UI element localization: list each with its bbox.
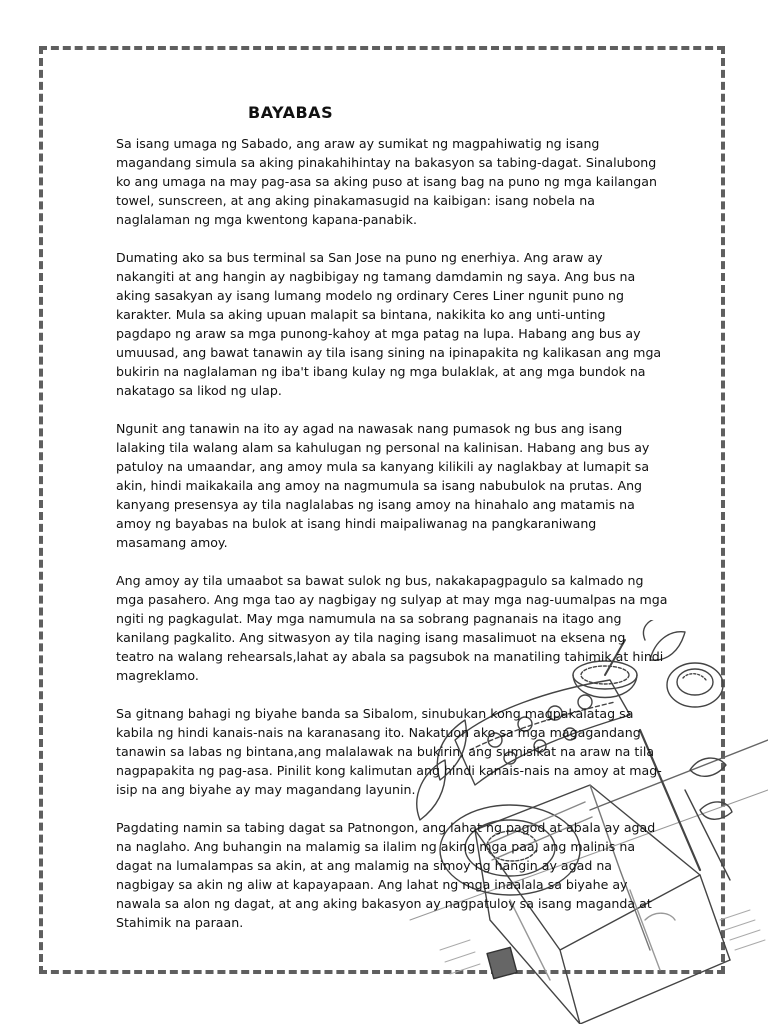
text-line: masamang amoy. xyxy=(116,535,228,550)
text-line: nakangiti at ang hangin ay nagbibigay ng tamang damdamin ng saya. Ang bus na xyxy=(116,269,636,284)
text-line: mga pasahero. Ang mga tao ay nagbigay ng sulyap at may mga nag-uumalpas na mga xyxy=(116,592,668,607)
text-line: pagdapo ng araw sa mga punong-kahoy at mga patag na lupa. Habang ang bus ay xyxy=(116,326,641,341)
text-line: naglalaman ng mga kwentong kapana-panabik. xyxy=(116,212,417,227)
text-line: Sa gitnang bahagi ng biyahe banda sa Sibalom, sinubukan kong magpakalatag sa xyxy=(116,706,634,721)
text-line: nawala sa alon ng dagat, at ang aking bakasyon ay nagpatuloy sa isang maganda at xyxy=(116,896,652,911)
text-line: karakter. Mula sa aking upuan malapit sa bintana, nakikita ko ang unti-unting xyxy=(116,307,606,322)
text-line: patuloy na umaandar, ang amoy mula sa kanyang kilikili ay naglakbay at lumapit sa xyxy=(116,459,650,474)
paragraph-4 xyxy=(116,571,668,685)
text-line: amoy ng bayabas na bulok at isang hindi maipaliwanag na pangkaraniwang xyxy=(116,516,597,531)
text-line: dagat na lumalampas sa akin, at ang malamig na simoy ng hangin ay agad na xyxy=(116,858,613,873)
text-line: aking sasakyan ay isang lumang modelo ng ordinary Ceres Liner ngunit puno ng xyxy=(116,288,625,303)
text-line: Dumating ako sa bus terminal sa San Jose na puno ng enerhiya. Ang araw ay xyxy=(116,250,603,265)
text-line: umuusad, ang bawat tanawin ay tila isang sining na ipinapakita ng kalikasan ang mga xyxy=(116,345,662,360)
text-line: kanyang presensya ay tila naglalabas ng isang amoy na hinahalo ang matamis na xyxy=(116,497,635,512)
paragraph-1 xyxy=(116,134,656,229)
paragraph-3 xyxy=(116,419,656,552)
text-line: ngiti ng pagkagulat. May mga namumula na sa sobrang pagnanais na itago ang xyxy=(116,611,622,626)
text-line: akin, hindi maikakaila ang amoy na nagmumula sa isang nabubulok na prutas. Ang xyxy=(116,478,643,493)
text-line: na naglaho. Ang buhangin na malamig sa ilalim ng aking mga paa, ang malinis na xyxy=(116,839,636,854)
paragraph-2 xyxy=(116,248,662,400)
text-line: nagbigay sa akin ng aliw at kapayapaan. Ang lahat ng mga inaalala sa biyahe ay xyxy=(116,877,628,892)
text-line: isip na ang biyahe ay may magandang layunin. xyxy=(116,782,416,797)
text-line: Stahimik na paraan. xyxy=(116,915,244,930)
text-line: nakatago sa likod ng ulap. xyxy=(116,383,282,398)
text-line: ko ang umaga na may pag-asa sa aking puso at isang bag na puno ng mga kailangan xyxy=(116,174,657,189)
text-line: kanilang pagkalito. Ang sitwasyon ay tila naging isang masalimuot na eksena ng xyxy=(116,630,626,645)
story-body xyxy=(116,134,668,951)
story-title: BAYABAS xyxy=(248,103,334,122)
text-line: Sa isang umaga ng Sabado, ang araw ay sumikat ng magpahiwatig ng isang xyxy=(116,136,600,151)
text-line: tanawin sa labas ng bintana,ang malalawak na bukirin, ang sumisikat na araw na tila xyxy=(116,744,655,759)
text-line: towel, sunscreen, at ang aking pinakamasugid na kaibigan: isang nobela na xyxy=(116,193,595,208)
text-line: Pagdating namin sa tabing dagat sa Patnongon, ang lahat ng pagod at abala ay agad xyxy=(116,820,656,835)
text-line: magandang simula sa aking pinakahihintay na bakasyon sa tabing-dagat. Sinalubong xyxy=(116,155,657,170)
text-line: teatro na walang rehearsals,lahat ay abala sa pagsubok na manatiling tahimik at hindi xyxy=(116,649,664,664)
text-line: kabila ng hindi kanais-nais na karanasang ito. Nakatuon ako sa mga magagandang xyxy=(116,725,641,740)
text-line: lalaking tila walang alam sa kahulugan ng personal na kalinisan. Habang ang bus ay xyxy=(116,440,650,455)
text-line: nagpapakita ng pag-asa. Pinilit kong kalimutan ang hindi kanais-nais na amoy at mag- xyxy=(116,763,662,778)
text-line: Ngunit ang tanawin na ito ay agad na nawasak nang pumasok ng bus ang isang xyxy=(116,421,623,436)
paragraph-6 xyxy=(116,818,656,932)
text-line: magreklamo. xyxy=(116,668,199,683)
text-line: Ang amoy ay tila umaabot sa bawat sulok ng bus, nakakapagpagulo sa kalmado ng xyxy=(116,573,644,588)
text-line: bukirin na naglalaman ng iba't ibang kulay ng mga bulaklak, at ang mga bundok na xyxy=(116,364,646,379)
paragraph-5 xyxy=(116,704,662,799)
